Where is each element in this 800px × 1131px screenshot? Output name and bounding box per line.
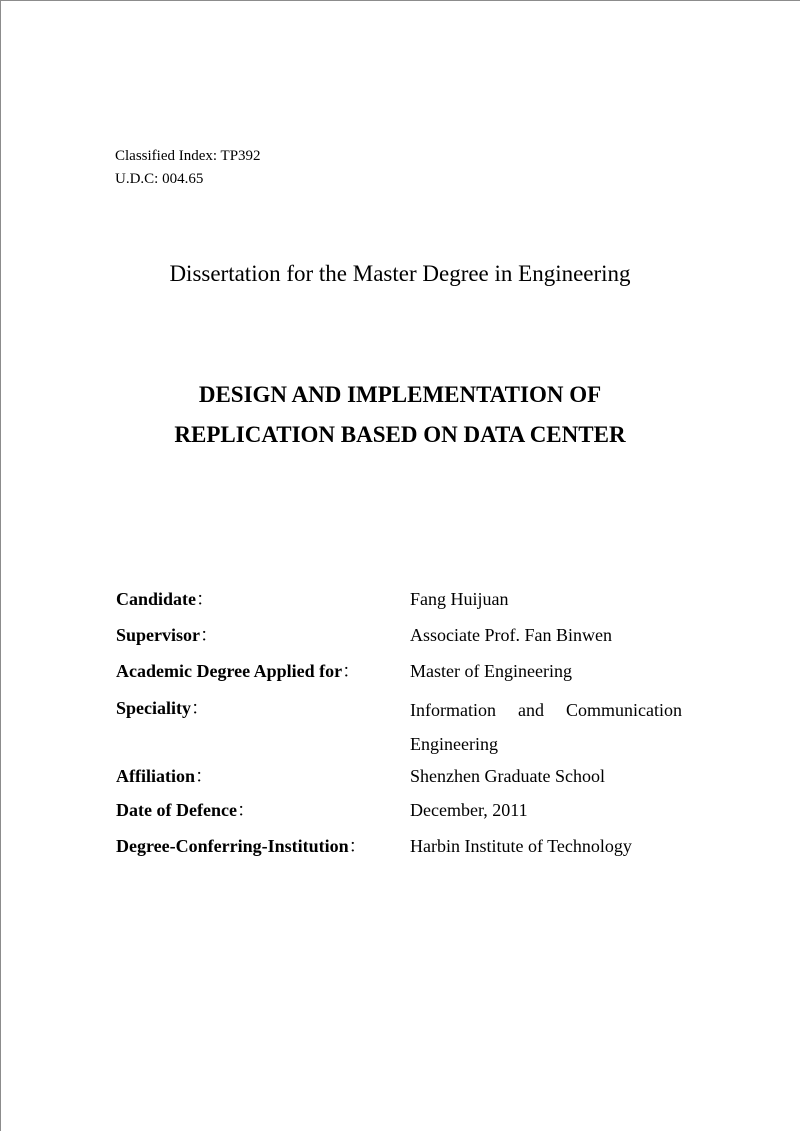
- info-row-academic-degree: [116, 656, 716, 693]
- info-row-speciality: [116, 693, 716, 761]
- thesis-title-line-1: DESIGN AND IMPLEMENTATION OF: [198, 382, 602, 407]
- info-colon: ：: [348, 836, 367, 856]
- info-colon: ：: [195, 766, 213, 786]
- info-row-supervisor: [116, 620, 716, 656]
- classification-block: [115, 145, 261, 191]
- info-colon: ：: [196, 589, 215, 609]
- thesis-title-line-2: REPLICATION BASED ON DATA CENTER: [174, 422, 626, 447]
- info-value: December, 2011: [410, 800, 528, 820]
- info-row-institution: [116, 831, 716, 867]
- info-value: Information and Communication Engineering: [410, 700, 682, 754]
- info-value: Associate Prof. Fan Binwen: [410, 625, 612, 645]
- page-border-left: [0, 0, 1, 1131]
- info-value: Shenzhen Graduate School: [410, 766, 605, 786]
- page-border-top: [0, 0, 800, 1]
- info-label: Supervisor: [116, 625, 201, 645]
- info-value: Fang Huijuan: [410, 589, 509, 609]
- info-row-date-of-defence: [116, 795, 716, 831]
- info-table: [116, 584, 716, 867]
- info-label: Academic Degree Applied for: [116, 661, 343, 681]
- info-value: Harbin Institute of Technology: [410, 836, 632, 856]
- classified-index: Classified Index: TP392: [115, 148, 261, 164]
- info-label: Speciality: [116, 698, 191, 718]
- info-label: Candidate: [116, 589, 197, 609]
- info-value: Master of Engineering: [410, 661, 572, 681]
- info-colon: ：: [342, 661, 361, 681]
- info-label: Degree-Conferring-Institution: [116, 836, 349, 856]
- info-colon: ：: [191, 698, 209, 718]
- info-label: Date of Defence: [116, 800, 237, 820]
- info-colon: ：: [200, 625, 219, 645]
- udc-code: U.D.C: 004.65: [115, 171, 204, 187]
- info-row-affiliation: [116, 761, 716, 795]
- info-row-candidate: [116, 584, 716, 620]
- thesis-title: [0, 375, 800, 455]
- degree-line: Dissertation for the Master Degree in Engineering: [169, 261, 631, 286]
- info-label: Affiliation: [116, 766, 195, 786]
- info-colon: ：: [236, 800, 255, 820]
